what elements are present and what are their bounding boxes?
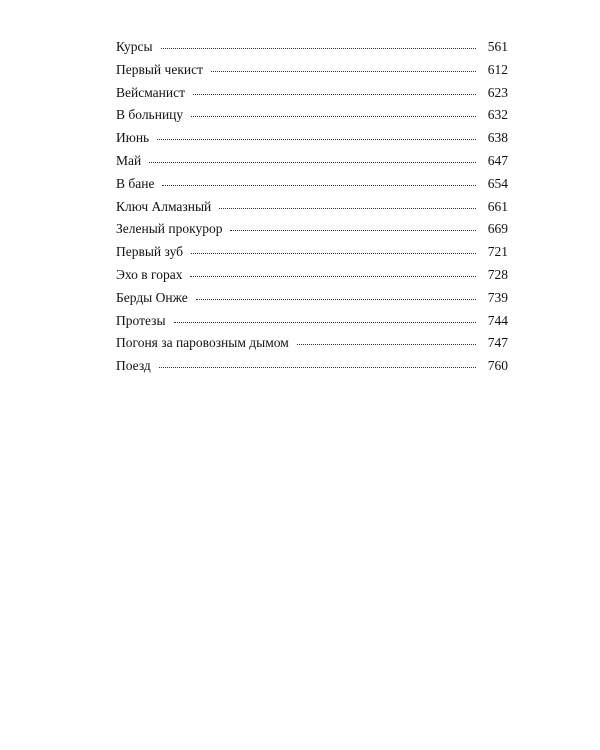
toc-dot-leader — [190, 275, 476, 277]
toc-dot-leader — [157, 138, 476, 140]
toc-entry — [116, 241, 508, 264]
toc-entry — [116, 310, 508, 333]
toc-entry-page: 747 — [487, 335, 508, 351]
toc-entry — [116, 355, 508, 378]
toc-entry-page: 744 — [487, 312, 508, 328]
toc-entry — [116, 173, 508, 196]
toc-entry-title: Май — [116, 152, 142, 168]
toc-entry-page: 638 — [487, 130, 508, 146]
toc-dot-leader — [219, 207, 476, 209]
toc-entry-title: В больницу — [116, 107, 184, 123]
toc-entry-title: В бане — [116, 175, 155, 191]
toc-dot-leader — [174, 321, 476, 323]
toc-entry — [116, 287, 508, 310]
toc-entry-page: 647 — [487, 152, 508, 168]
toc-entry-title: Погоня за паровозным дымом — [116, 335, 289, 351]
toc-entry-title: Поезд — [116, 358, 151, 374]
toc-entry-page: 661 — [487, 198, 508, 214]
toc-entry-title: Ключ Алмазный — [116, 198, 212, 214]
toc-entry — [116, 59, 508, 82]
toc-entry-page: 632 — [487, 107, 508, 123]
toc-entry-title: Июнь — [116, 130, 150, 146]
toc-dot-leader — [149, 161, 476, 163]
toc-dot-leader — [297, 343, 476, 345]
toc-entry — [116, 104, 508, 127]
toc-dot-leader — [191, 252, 476, 254]
toc-entry-page: 760 — [487, 358, 508, 374]
toc-entry-page: 728 — [487, 266, 508, 282]
toc-entry-title: Берды Онже — [116, 289, 188, 305]
table-of-contents — [116, 36, 508, 378]
toc-entry-title: Зеленый прокурор — [116, 221, 223, 237]
toc-entry-page: 561 — [487, 39, 508, 54]
toc-entry — [116, 196, 508, 219]
toc-entry-page: 654 — [487, 175, 508, 191]
toc-entry-page: 721 — [487, 244, 508, 260]
toc-entry — [116, 218, 508, 241]
toc-entry-title: Курсы — [116, 39, 153, 54]
toc-dot-leader — [162, 184, 476, 186]
toc-dot-leader — [196, 298, 476, 300]
toc-entry — [116, 127, 508, 150]
toc-dot-leader — [191, 115, 476, 117]
toc-entry-title: Вейсманист — [116, 84, 185, 100]
toc-entry — [116, 82, 508, 105]
toc-dot-leader — [230, 229, 476, 231]
toc-entry-title: Первый чекист — [116, 61, 203, 77]
toc-dot-leader — [161, 47, 476, 49]
toc-entry-page: 623 — [487, 84, 508, 100]
toc-entry — [116, 264, 508, 287]
toc-entry — [116, 150, 508, 173]
toc-dot-leader — [193, 93, 476, 95]
toc-dot-leader — [159, 366, 476, 368]
toc-entry — [116, 332, 508, 355]
toc-entry-title: Первый зуб — [116, 244, 184, 260]
toc-entry — [116, 36, 508, 59]
toc-entry-title: Протезы — [116, 312, 166, 328]
toc-entry-page: 612 — [487, 61, 508, 77]
toc-entry-page: 739 — [487, 289, 508, 305]
toc-entry-title: Эхо в горах — [116, 266, 183, 282]
toc-dot-leader — [211, 70, 476, 72]
toc-entry-page: 669 — [487, 221, 508, 237]
